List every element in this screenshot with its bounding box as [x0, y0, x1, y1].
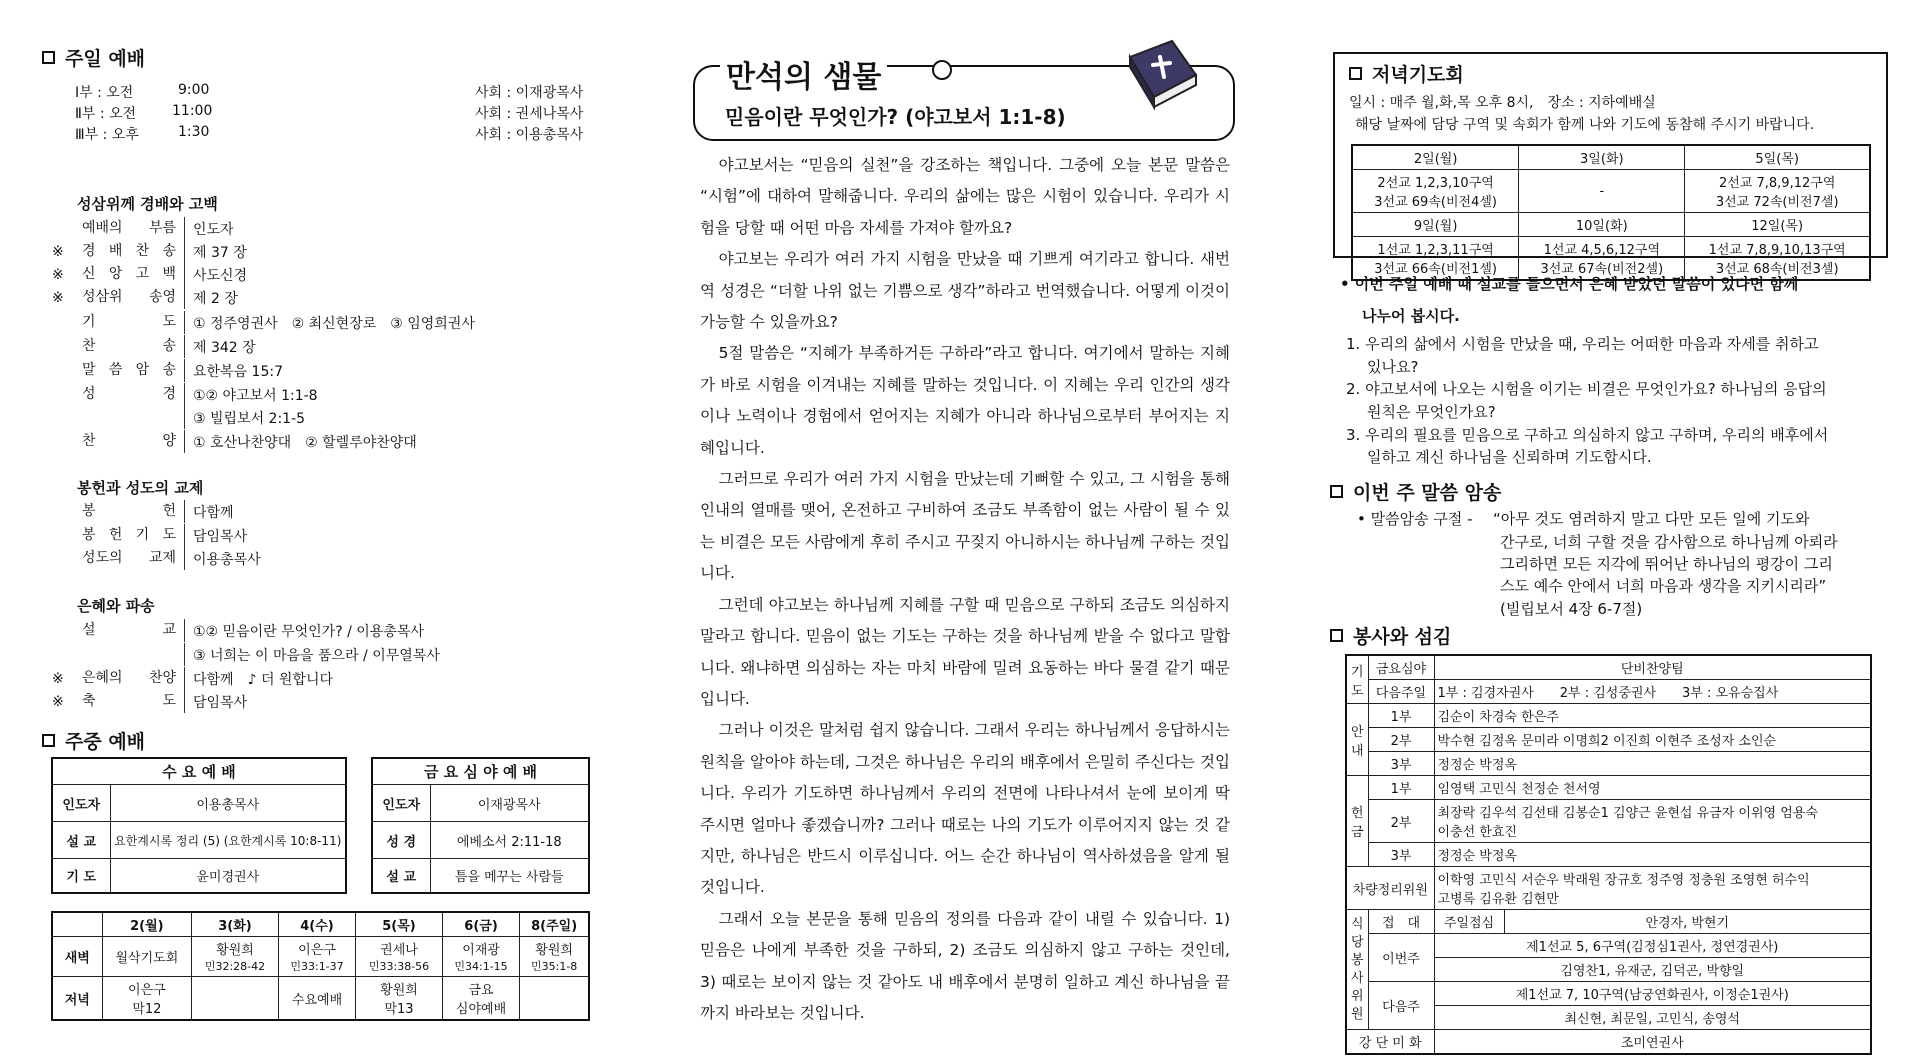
circle-ornament-icon — [932, 60, 952, 80]
friday-title: 금 요 심 야 예 배 — [372, 758, 589, 785]
row-value: 김영찬1, 유재군, 김덕곤, 박향일 — [1434, 958, 1871, 982]
date-header: 3일(화) — [1519, 145, 1685, 170]
order-value: 제 342 장 — [193, 339, 256, 356]
reflection-question: 3. 우리의 필요를 믿음으로 구하고 의심하지 않고 구하며, 우리의 배후에서 — [1346, 426, 1829, 444]
friday-service-table — [371, 757, 590, 894]
row-label: 인도자 — [372, 785, 430, 822]
cell-b: 막12 — [132, 1002, 162, 1017]
group-label — [1346, 910, 1368, 1030]
order-label: 찬 송 — [82, 335, 185, 358]
date-header: 2일(월) — [1352, 145, 1519, 170]
checkbox-icon — [42, 734, 55, 747]
cell-ref: 민32:28-42 — [204, 960, 266, 973]
assign-line: 3선교 66속(비전1셀) — [1374, 262, 1497, 277]
assignment-cell — [1352, 170, 1519, 213]
assign-line: 3선교 68속(비전3셀) — [1715, 262, 1839, 277]
order-row — [52, 667, 333, 690]
row-key: 2부 — [1368, 800, 1434, 843]
cell-ref: 민34:1-15 — [454, 960, 508, 973]
checkbox-icon — [1349, 67, 1362, 80]
order-row — [52, 524, 247, 547]
service-name: Ⅰ부 : 오전 — [75, 85, 134, 101]
evening-prayer-title — [1349, 60, 1464, 87]
cell-name: 황원희 — [535, 943, 573, 958]
row-value: 임영택 고민식 천정순 천서영 — [1434, 776, 1871, 800]
row-value — [1434, 867, 1871, 910]
order-label: 설 교 — [82, 619, 185, 642]
service-table — [1345, 654, 1872, 1055]
row-key: 다음주일 — [1368, 680, 1434, 704]
cell-a: 수요예배 — [291, 992, 343, 1008]
reflection-question: 2. 야고보서에 나오는 시험을 이기는 비결은 무엇인가요? 하나님의 응답의 — [1346, 380, 1827, 398]
order-row — [52, 406, 305, 429]
order-row — [52, 263, 247, 286]
row-value: 정정순 박정옥 — [1434, 843, 1871, 867]
assign-line: 1선교 4,5,6,12구역 — [1543, 243, 1660, 258]
order-label: 예배의 부름 — [82, 217, 185, 240]
schedule-cell — [192, 977, 279, 1021]
order-value: 인도자 — [193, 221, 234, 238]
assign-line: - — [1599, 183, 1605, 199]
order-value: 다함께 — [193, 504, 234, 521]
order-label: 봉 헌 — [82, 500, 185, 523]
cell-a: 황원희 — [380, 983, 418, 998]
reflection-question: 1. 우리의 삶에서 시험을 만났을 때, 우리는 어떠한 마음과 자세를 취하고 — [1346, 335, 1819, 353]
cell-ref: 민35:1-8 — [531, 960, 578, 973]
row-value: 최신현, 최문일, 고민식, 송영석 — [1434, 1006, 1871, 1030]
group-label: 차량정리위원 — [1346, 867, 1434, 910]
checkbox-icon — [42, 51, 55, 64]
memory-verse-line: 그리하면 모든 지각에 뛰어난 하나님의 평강이 그리 — [1500, 555, 1833, 573]
row-value: 요한계시록 정리 (5) (요한계시록 10:8-11) — [110, 822, 346, 859]
sermon-paragraph: 야고보는 우리가 여러 가지 시험을 만났을 때 기쁘게 여기라고 합니다. 새번역 성경은 “더할 나위 없는 기쁨으로 생각”하라고 번역했습니다. 어떻게 이것이 가능할 수 있을까요? — [700, 250, 1230, 332]
memory-label: • 말씀암송 구절 - — [1357, 510, 1473, 528]
wednesday-service-table — [51, 757, 347, 894]
schedule-cell — [278, 937, 356, 977]
order-label: 신 앙 고 백 — [82, 263, 185, 286]
group-label: 안내 — [1346, 704, 1368, 776]
evening-prayer-schedule — [1351, 144, 1871, 281]
label-line: 봉사 — [1350, 952, 1364, 986]
row-value: 이재광목사 — [430, 785, 589, 822]
row-value: 조미연권사 — [1434, 1030, 1871, 1055]
weekday-title-text: 주중 예배 — [65, 731, 146, 753]
order-row — [52, 217, 234, 240]
schedule-cell — [278, 977, 356, 1021]
sunday-section-title — [42, 44, 145, 71]
checkbox-icon — [1330, 485, 1343, 498]
row-value: 제1선교 7, 10구역(남궁연화권사, 이정순1권사) — [1434, 982, 1871, 1006]
row-key: 다음주 — [1368, 982, 1434, 1030]
order-mark: ※ — [52, 266, 64, 283]
order-value: ① 정주영권사 ② 최신현장로 ③ 임영희권사 — [193, 315, 475, 332]
cell-b: 심야예배 — [455, 1002, 507, 1017]
row-label: 기 도 — [52, 859, 110, 893]
order-row — [52, 286, 238, 309]
service-host: 사회 : 권세나목사 — [475, 106, 584, 122]
order-value: ① 호산나찬양대 ② 할렐루야찬양대 — [193, 434, 417, 451]
reflection-question-cont: 있나요? — [1367, 358, 1419, 376]
order-value: ③ 너희는 이 마음을 품으라 / 이무열목사 — [193, 647, 440, 664]
sermon-paragraph: 그러므로 우리가 여러 가지 시험을 만났는데 기뻐할 수 있고, 그 시험을 통해 인내의 열매를 맺어, 온전하고 구비하여 조금도 부족함이 없는 사람이 될 수 있는 비결은 모든 사람에게 후히 주시고 꾸짖지 아니하시는 하나님께 구하는 것입니다. — [700, 470, 1230, 583]
dawn-label: 새벽 — [52, 937, 102, 977]
date-header: 5일(목) — [1685, 145, 1870, 170]
order-label: 축 도 — [82, 690, 185, 713]
row-value — [1434, 800, 1871, 843]
schedule-header: 5(목) — [356, 912, 443, 937]
row-line: 이학영 고민식 서순우 박래원 장규호 정주영 정충원 조영현 허수익 — [1437, 873, 1810, 888]
sermon-paragraph: 그런데 야고보는 하나님께 지혜를 구할 때 믿음으로 구하되 조금도 의심하지 말라고 합니다. 믿음이 없는 기도는 구하는 것을 하나님께 받을 수 없다고 말합니다. 왜냐하면 의심하는 자는 마치 바람에 밀려 요동하는 바다 물결 같기 때문입니다. — [700, 595, 1230, 708]
assign-line: 2선교 7,8,9,12구역 — [1718, 176, 1836, 191]
schedule-header: 2(월) — [102, 912, 192, 937]
order-value: 요한복음 15:7 — [193, 363, 283, 380]
order-row — [52, 500, 234, 523]
order-label: 성도의 교제 — [82, 547, 185, 570]
evening-prayer-info: 일시 : 매주 월,화,목 오후 8시, 장소 : 지하예배실 — [1349, 95, 1656, 111]
row-value: 1부 : 김경자권사 2부 : 김성중권사 3부 : 오유승집사 — [1434, 680, 1871, 704]
sermon-series-title: 만석의 샘물 — [720, 52, 887, 96]
order-value: 이용총목사 — [193, 551, 261, 568]
row-value: 안경자, 박현기 — [1504, 910, 1871, 934]
row-value: 윤미경권사 — [110, 859, 346, 893]
evening-prayer-note: 해당 날짜에 담당 구역 및 속회가 함께 나와 기도에 동참해 주시기 바랍니다. — [1355, 117, 1815, 133]
order-section-2: 봉헌과 성도의 교제 — [77, 479, 204, 497]
order-row — [52, 240, 247, 263]
order-mark: ※ — [52, 243, 64, 260]
reflection-question-cont: 원칙은 무엇인가요? — [1367, 403, 1496, 421]
order-label: 기 도 — [82, 311, 185, 334]
order-row — [52, 359, 283, 382]
sermon-paragraph: 야고보서는 “믿음의 실천”을 강조하는 책입니다. 그중에 오늘 본문 말씀은 “시험”에 대하여 말해줍니다. 우리의 삶에는 많은 시험이 있습니다. 우리가 시험을 당할 때 어떤 마음 자세를 가져야 할까요? — [700, 156, 1230, 237]
order-value: ③ 빌립보서 2:1-5 — [193, 410, 306, 427]
sermon-paragraph: 그러나 이것은 말처럼 쉽지 않습니다. 그래서 우리는 하나님께서 응답하시는 원칙을 알아야 하는데, 그것은 하나님은 우리의 배후에서 은밀히 주신다는 것입니다. 우리가 기도하면 하나님께서 우리의 전면에 나타나셔서 눈에 보이게 딱 주시면 얼마나 좋겠습니까? 그러나 때로는 나의 기도가 이루어지지 않는 것 같지만, 하나님은 반드시 이루십니다. 어느 순간 하나님이 역사하셨음을 알게 될 것입니다. — [700, 721, 1230, 897]
order-value: ①② 믿음이란 무엇인가? / 이용총목사 — [193, 623, 424, 640]
row-key: 2부 — [1368, 728, 1434, 752]
service-name: Ⅲ부 : 오후 — [75, 127, 139, 143]
memory-section-title — [1330, 478, 1501, 505]
schedule-cell — [102, 937, 192, 977]
weekday-section-title — [42, 727, 145, 754]
row-key: 금요심야 — [1368, 655, 1434, 680]
memory-title-text: 이번 주 말씀 암송 — [1353, 482, 1502, 504]
assign-line: 3선교 69속(비전4셀) — [1374, 195, 1497, 210]
schedule-cell — [520, 937, 589, 977]
row-line: 최장락 김우석 김선태 김봉순1 김양근 윤현섭 유금자 이위영 엄용숙 — [1437, 806, 1818, 821]
schedule-cell — [442, 977, 520, 1021]
evening-label: 저녁 — [52, 977, 102, 1021]
order-label: 성 경 — [82, 383, 185, 406]
cell-ref: 민33:38-56 — [368, 960, 430, 973]
weekly-schedule-table — [51, 911, 590, 1021]
order-row — [52, 619, 424, 642]
cell-name: 이재광 — [462, 943, 500, 958]
service-time: 11:00 — [172, 103, 213, 119]
row-label: 설 교 — [372, 859, 430, 893]
assign-line: 3선교 72속(비전7셀) — [1715, 195, 1839, 210]
row-key: 접 대 — [1368, 910, 1434, 934]
order-value: 제 2 장 — [193, 290, 238, 307]
memory-verse-line: (빌립보서 4장 6-7절) — [1500, 600, 1643, 618]
order-label: 은혜의 찬양 — [82, 667, 185, 690]
row-value: 틈을 메꾸는 사람들 — [430, 859, 589, 893]
order-value: ①② 야고보서 1:1-8 — [193, 387, 318, 404]
sermon-title: 믿음이란 무엇인가? (야고보서 1:1-8) — [725, 105, 1066, 129]
row-label: 인도자 — [52, 785, 110, 822]
service-time: 9:00 — [178, 82, 210, 98]
sermon-body — [700, 150, 1230, 1029]
label-line: 위원 — [1350, 988, 1364, 1022]
order-label: 찬 양 — [82, 430, 185, 453]
assign-line: 1선교 1,2,3,11구역 — [1377, 243, 1494, 258]
order-row — [52, 690, 247, 713]
reflection-intro: • 이번 주일 예배 때 설교를 들으면서 은혜 받았던 말씀이 있다면 함께 — [1340, 275, 1799, 293]
order-value: 다함께 ♪ 더 원합니다 — [193, 671, 334, 688]
row-line: 이충선 한효진 — [1437, 825, 1517, 840]
cell-a: 금요 — [468, 983, 494, 998]
group-label: 기도 — [1346, 655, 1368, 704]
cell-name: 황원희 — [216, 943, 254, 958]
schedule-cell — [442, 937, 520, 977]
order-row — [52, 383, 318, 406]
cell-a: 이은구 — [128, 983, 166, 998]
order-value: 제 37 장 — [193, 244, 247, 261]
row-value: 김순이 차경숙 한은주 — [1434, 704, 1871, 728]
order-row — [52, 643, 440, 666]
order-row — [52, 430, 417, 453]
row-line: 고병록 김유환 김현만 — [1437, 892, 1559, 907]
service-title-text: 봉사와 섬김 — [1353, 626, 1452, 648]
order-label: 말 씀 암 송 — [82, 359, 185, 382]
label-line: 식당 — [1350, 916, 1364, 950]
order-row — [52, 547, 261, 570]
assign-line: 3선교 67속(비전2셀) — [1540, 262, 1664, 277]
order-value: 담임목사 — [193, 528, 248, 545]
schedule-header: 4(수) — [278, 912, 356, 937]
reflection-question-cont: 일하고 계신 하나님을 신뢰하며 기도합시다. — [1367, 448, 1652, 466]
assignment-cell — [1519, 170, 1685, 213]
assign-line: 2선교 1,2,3,10구역 — [1377, 176, 1494, 191]
group-label: 헌금 — [1346, 776, 1368, 867]
cell-name: 월삭기도회 — [115, 951, 179, 966]
service-time: 1:30 — [178, 124, 210, 140]
order-label: 성삼위 송영 — [82, 286, 185, 309]
order-mark: ※ — [52, 289, 64, 306]
order-label — [82, 643, 185, 666]
service-host: 사회 : 이용총목사 — [475, 127, 584, 143]
schedule-cell — [356, 977, 443, 1021]
reflection-intro-cont: 나누어 봅시다. — [1362, 307, 1460, 325]
memory-verse-line: 간구로, 너희 구할 것을 감사함으로 하나님께 아뢰라 — [1500, 533, 1838, 551]
row-key: 이번주 — [1368, 934, 1434, 982]
schedule-cell — [520, 977, 589, 1021]
schedule-header — [52, 912, 102, 937]
order-section-3: 은혜와 파송 — [77, 597, 155, 615]
schedule-cell — [192, 937, 279, 977]
row-value: 정정순 박정옥 — [1434, 752, 1871, 776]
checkbox-icon — [1330, 629, 1343, 642]
date-header: 12일(목) — [1685, 213, 1870, 237]
date-header: 10일(화) — [1519, 213, 1685, 237]
order-value: 담임목사 — [193, 694, 248, 711]
group-label: 강 단 미 화 — [1346, 1030, 1434, 1055]
order-label: 봉 헌 기 도 — [82, 524, 185, 547]
assignment-cell — [1685, 170, 1870, 213]
schedule-header: 3(화) — [192, 912, 279, 937]
evening-prayer-title-text: 저녁기도회 — [1372, 64, 1464, 86]
schedule-cell — [102, 977, 192, 1021]
schedule-header: 6(금) — [442, 912, 520, 937]
memory-verse-line: “아무 것도 염려하지 말고 다만 모든 일에 기도와 — [1493, 510, 1810, 528]
order-mark: ※ — [52, 670, 64, 687]
assign-line: 1선교 7,8,9,10,13구역 — [1708, 243, 1846, 258]
order-label: 경 배 찬 송 — [82, 240, 185, 263]
bible-icon — [1120, 35, 1200, 115]
row-value: 박수현 김정옥 문미라 이명희2 이진희 이현주 조성자 소인순 — [1434, 728, 1871, 752]
service-name: Ⅱ부 : 오전 — [75, 106, 137, 122]
order-row — [52, 335, 256, 358]
cell-name: 이은구 — [298, 943, 336, 958]
order-label — [82, 406, 185, 429]
memory-verse-line: 스도 예수 안에서 너희 마음과 생각을 지키시리라” — [1500, 577, 1827, 595]
order-value: 사도신경 — [193, 267, 248, 284]
row-value: 에베소서 2:11-18 — [430, 822, 589, 859]
row-value: 제1선교 5, 6구역(김정심1권사, 정연경권사) — [1434, 934, 1871, 958]
sermon-paragraph: 그래서 오늘 본문을 통해 믿음의 정의를 다음과 같이 내릴 수 있습니다. 1) 믿음은 나에게 부족한 것을 구하되, 2) 조금도 의심하지 않고 구하는 것인데, 3) 때로는 보이지 않는 것 같아도 내 배후에서 분명히 일하고 계신 하나님을 끝까지 바라보는 것입니다. — [700, 909, 1230, 1022]
row-key: 3부 — [1368, 752, 1434, 776]
sermon-paragraph: 5절 말씀은 “지혜가 부족하거든 구하라”라고 합니다. 여기에서 말하는 지혜가 바로 시험을 이겨내는 지혜를 말하는 것입니다. 이 지혜는 우리 인간의 생각이나 노력이나 경험에서 얻어지는 지혜가 아니라 하나님으로부터 부어지는 지혜입니다. — [700, 344, 1230, 457]
schedule-header: 8(주일) — [520, 912, 589, 937]
evening-prayer-box — [1333, 52, 1888, 277]
cell-ref: 민33:1-37 — [290, 960, 344, 973]
cell-b: 막13 — [384, 1002, 414, 1017]
row-key: 1부 — [1368, 704, 1434, 728]
service-section-title — [1330, 622, 1451, 649]
row-key: 3부 — [1368, 843, 1434, 867]
sunday-title-text: 주일 예배 — [65, 48, 146, 70]
order-mark: ※ — [52, 693, 64, 710]
date-header: 9일(월) — [1352, 213, 1519, 237]
order-row — [52, 311, 475, 334]
row-key: 주일점심 — [1434, 910, 1504, 934]
row-value: 이용총목사 — [110, 785, 346, 822]
service-host: 사회 : 이재광목사 — [475, 85, 584, 101]
row-label: 성 경 — [372, 822, 430, 859]
order-section-1: 성삼위께 경배와 고백 — [77, 195, 218, 213]
row-value: 단비찬양팀 — [1434, 655, 1871, 680]
row-key: 1부 — [1368, 776, 1434, 800]
cell-name: 권세나 — [380, 943, 418, 958]
wednesday-title: 수 요 예 배 — [52, 758, 346, 785]
row-label: 설 교 — [52, 822, 110, 859]
schedule-cell — [356, 937, 443, 977]
